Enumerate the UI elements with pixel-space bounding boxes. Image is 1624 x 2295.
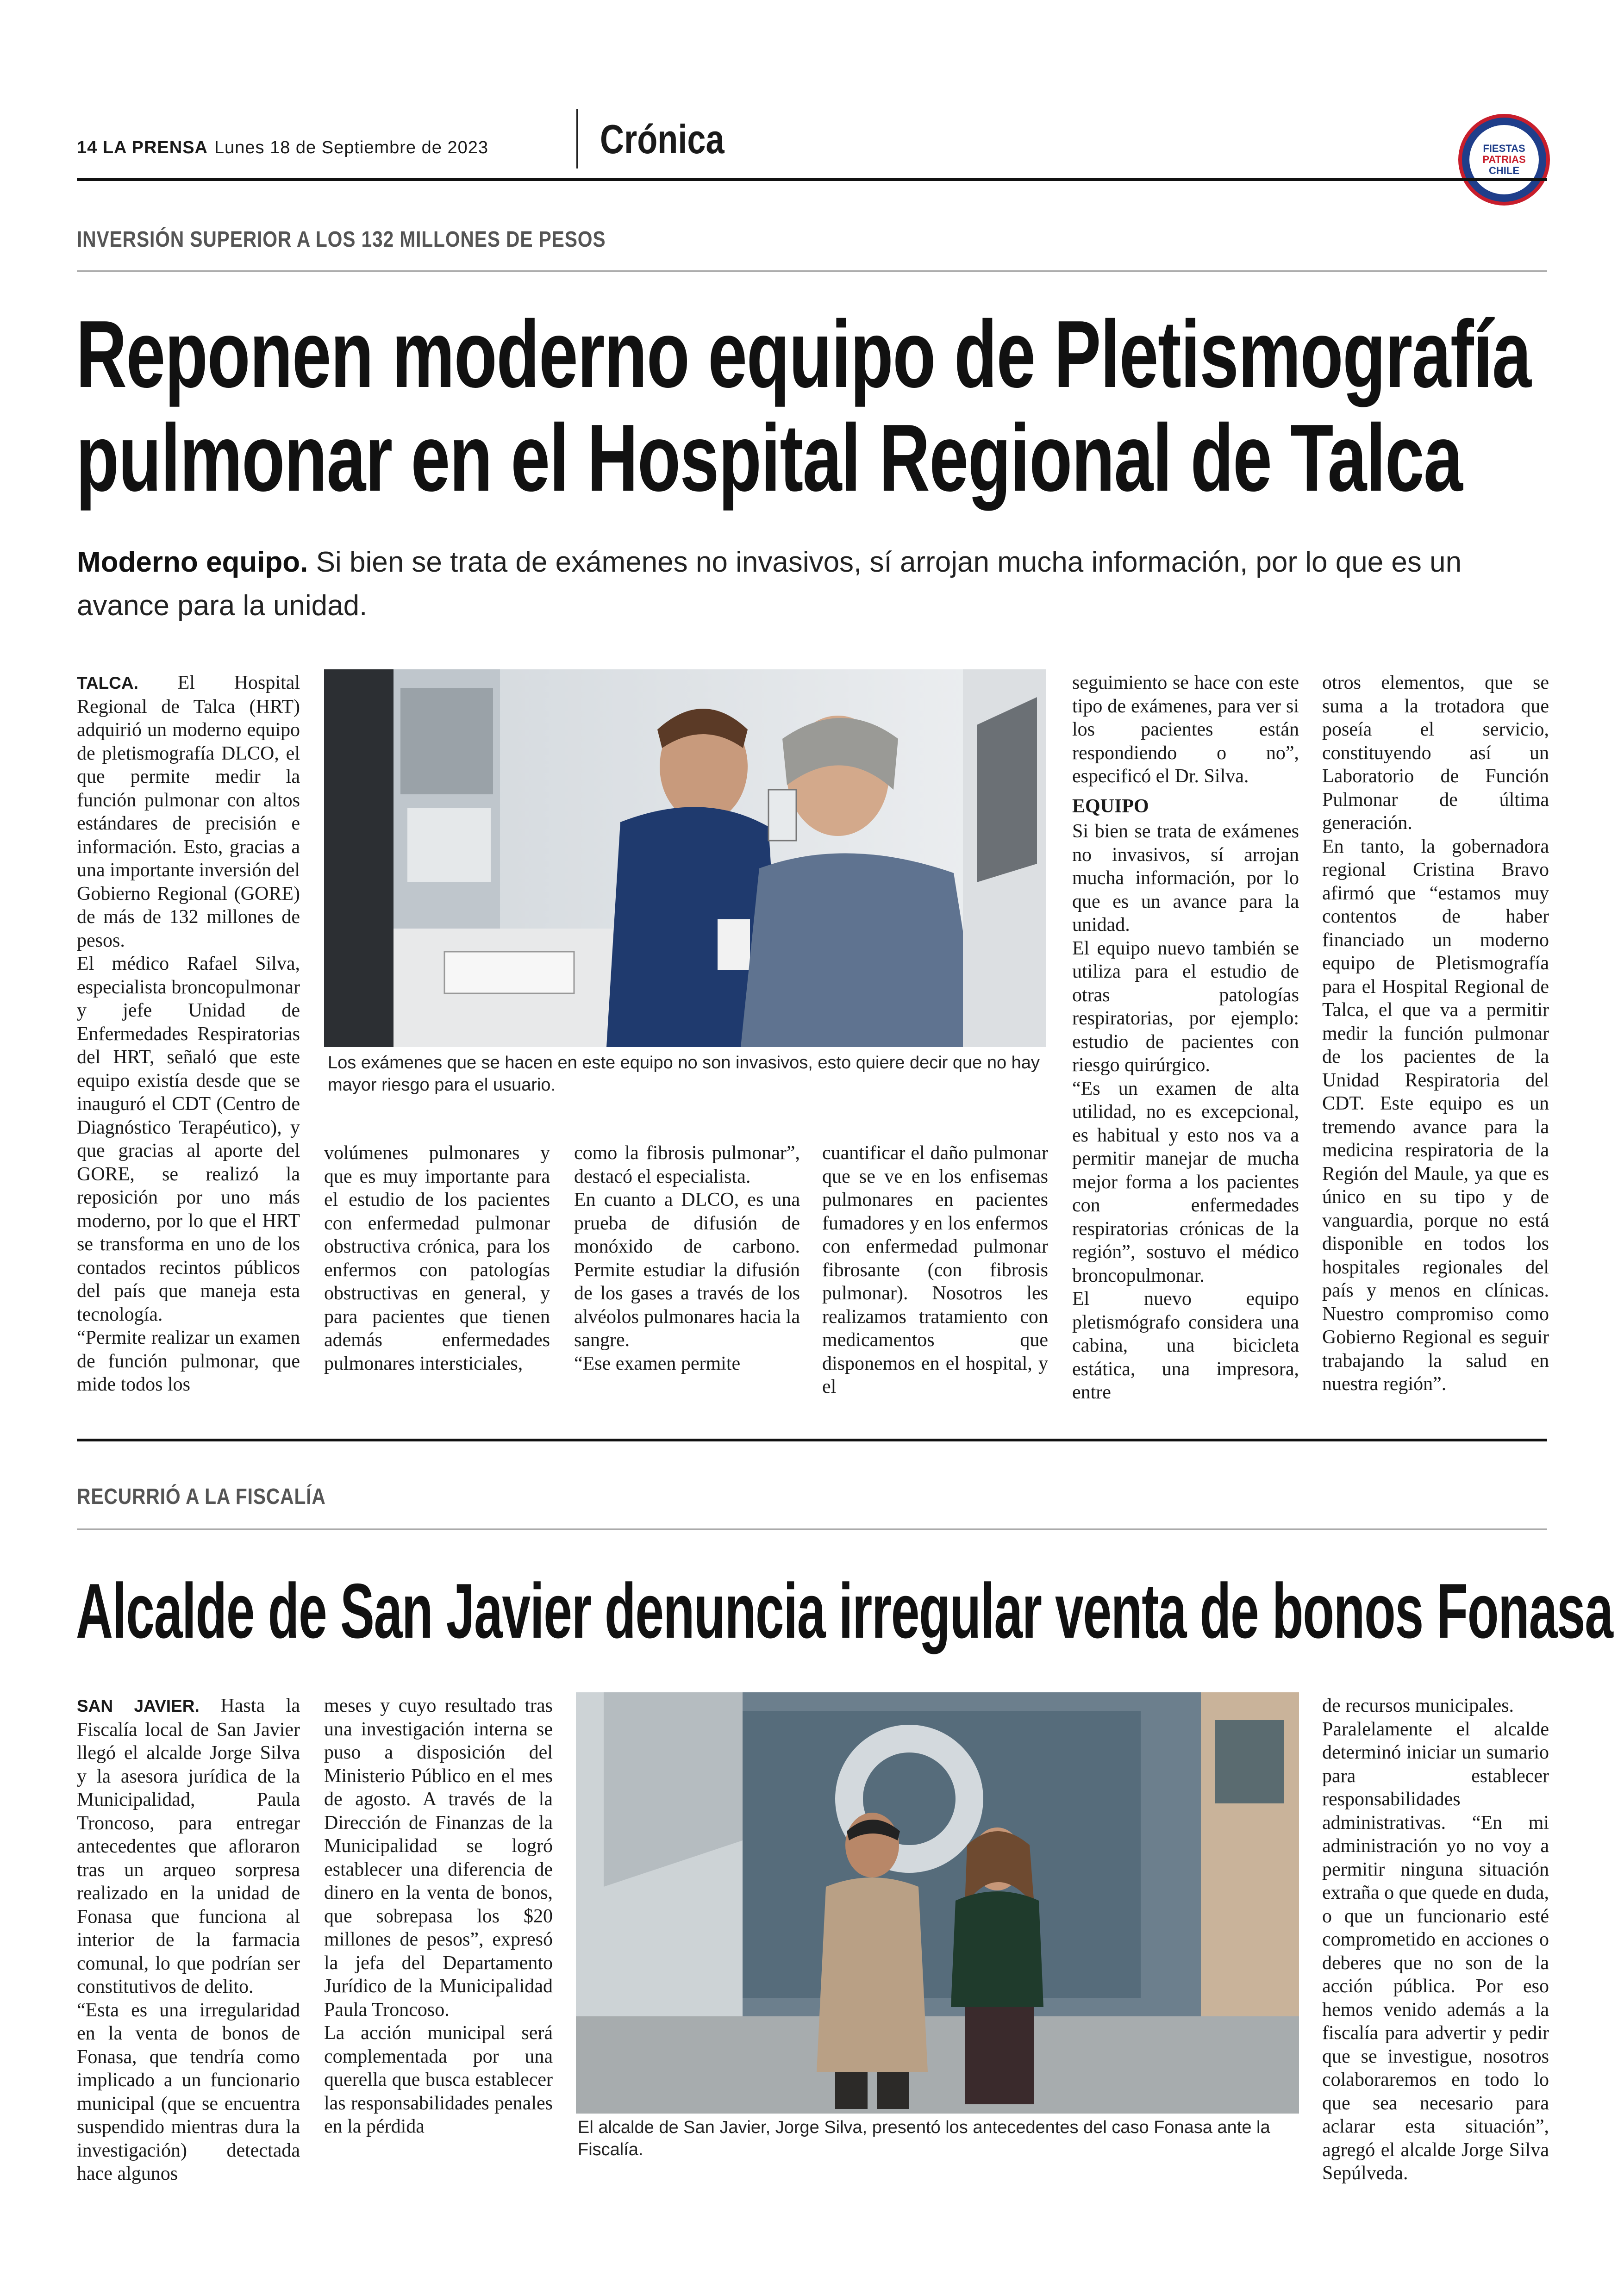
col4-p1: cuantificar el daño pulmonar que se ve en los enfisemas pulmonares en pacientes fumadores y en los enfermos con enfermedad pulmonar fibrosante (con fibrosis pulmonar). Nosotros les realizamos tratamiento con medicamentos que disponemos en el hospital, y el [822, 1142, 1048, 1397]
article1-kicker: INVERSIÓN SUPERIOR A LOS 132 MILLONES DE PESOS [77, 227, 606, 252]
a2-col1-p2: “Esta es una irregularidad en la venta de bonos de Fonasa, que tendría como implicado a un funcionario municipal (que se encuentra suspendido mientras dura la investigación) detectada hace algunos [77, 1999, 300, 2184]
article1-column-2 [324, 1141, 550, 1375]
hospital-exam-photo-icon [324, 669, 1046, 1047]
article1-column-5 [1072, 671, 1299, 1404]
header-separator [576, 109, 578, 168]
article2-column-2 [324, 1694, 553, 2139]
article2-photo [576, 1692, 1299, 2114]
article2-headline: Alcalde de San Javier denuncia irregular venta de bonos Fonasa [76, 1567, 1613, 1654]
col5-p4: “Es un examen de alta utilidad, no es excepcional, es habitual y esto nos va a permitir manejar de mucha mejor forma a los pacientes con enfermedades respiratorias crónicas de la región”, sostuvo el médico broncopulmonar. [1072, 1078, 1299, 1286]
dateline: TALCA. [77, 674, 138, 692]
article1-photo-caption: Los exámenes que se hacen en este equipo no son invasivos, esto quiere decir que no hay mayor riesgo para el usuario. [328, 1053, 1040, 1095]
article2-column-3 [1322, 1694, 1549, 2185]
col3-p1: como la fibrosis pulmonar”, destacó el especialista. [574, 1142, 800, 1187]
mayor-fiscalia-photo-icon [576, 1692, 1299, 2114]
article2-kicker: RECURRIÓ A LA FISCALÍA [77, 1484, 326, 1509]
col1-p2: El médico Rafael Silva, especialista broncopulmonar y jefe Unidad de Enfermedades Respiratorias del HRT, señaló que este equipo existía desde que se inauguró el CDT (Centro de Diagnóstico Terapéutico), y que gracias al aporte del GORE, se realizó la reposición por uno más moderno, por lo que el HRT se transforma en uno de los contados recintos públicos del país que maneja esta tecnología. [77, 953, 300, 1325]
col6-p2: En tanto, la gobernadora regional Cristina Bravo afirmó que “estamos muy contentos de haber financiado un moderno equipo de Pletismografía para el Hospital Regional de Talca, el que va a permitir medir la función pulmonar de los pacientes de la Unidad Respiratoria del CDT. Este equipo es un tremendo avance para la medicina respiratoria de la Región del Maule, ya que es único en su tipo y de vanguardia, porque no está disponible en todos los hospitales regionales del país y menos en clínicas. Nuestro compromiso como Gobierno Regional es seguir trabajando la salud en nuestra región”. [1322, 836, 1549, 1395]
article-divider [77, 1439, 1547, 1441]
lead-bold: Moderno equipo. [77, 546, 308, 578]
col3-p2: En cuanto a DLCO, es una prueba de difusión de monóxido de carbono. Permite estudiar la difusión de los gases a través de los alvéolos pulmonares hacia la sangre. [574, 1189, 800, 1351]
article1-column-1 [77, 671, 300, 1397]
header-rule [77, 178, 1547, 181]
col3-p3: “Ese examen permite [574, 1353, 741, 1374]
badge-line-2: PATRIAS [1482, 154, 1526, 165]
article1-headline-line2: pulmonar en el Hospital Regional de Talca [76, 405, 1462, 511]
article1-kicker-rule [77, 270, 1547, 272]
a2-col2-p2: La acción municipal será complementada por una querella que busca establecer las responsabilidades penales en la pérdida [324, 2022, 553, 2137]
article1-column-4 [822, 1141, 1048, 1399]
a2-col3-p1: de recursos municipales. [1322, 1695, 1514, 1716]
article2-kicker-rule [77, 1528, 1547, 1530]
fiestas-patrias-badge-icon [1458, 114, 1550, 206]
dateline2: SAN JAVIER. [77, 1696, 200, 1715]
badge-line-1: FIESTAS [1483, 143, 1525, 154]
lead-text: Si bien se trata de exámenes no invasivos, sí arrojan mucha información, por lo que es un avance para la unidad. [77, 546, 1462, 622]
col5-subhead: EQUIPO [1072, 795, 1149, 817]
col5-p3: El equipo nuevo también se utiliza para el estudio de otras patologías respiratorias, por ejemplo: estudio de pacientes con riesgo quirúrgico. [1072, 937, 1299, 1076]
paper-name: 14 LA PRENSA [77, 138, 208, 157]
article1-photo [324, 669, 1046, 1047]
col5-p5: El nuevo equipo pletismógrafo considera una cabina, una bicicleta estática, una impresora, entre [1072, 1288, 1299, 1403]
col2-p1: volúmenes pulmonares y que es muy importante para el estudio de los pacientes con enfermedad pulmonar obstructiva crónica, para los enfermos con patologías obstructivas en general, y para pacientes que tienen además enfermedades pulmonares intersticiales, [324, 1142, 550, 1374]
issue-date: Lunes 18 de Septiembre de 2023 [214, 138, 488, 157]
col6-p1: otros elementos, que se suma a la trotadora que poseía el servicio, constituyendo así un Laboratorio de Función Pulmonar de última generación. [1322, 672, 1549, 834]
section-title: Crónica [600, 116, 725, 162]
col5-p1: seguimiento se hace con este tipo de exámenes, para ver si los pacientes están respondiendo o no”, especificó el Dr. Silva. [1072, 672, 1299, 787]
article1-column-3 [574, 1141, 800, 1375]
article2-column-1 [77, 1694, 300, 2186]
article2-photo-caption: El alcalde de San Javier, Jorge Silva, presentó los antecedentes del caso Fonasa ante la Fiscalía. [578, 2118, 1270, 2159]
col5-p2: Si bien se trata de exámenes no invasivos, sí arrojan mucha información, por lo que es un avance para la unidad. [1072, 821, 1299, 935]
article1-lead [77, 541, 1549, 628]
col1-p3: “Permite realizar un examen de función pulmonar, que mide todos los [77, 1327, 300, 1395]
article1-column-6 [1322, 671, 1549, 1396]
a2-col3-p2: Paralelamente el alcalde determinó iniciar un sumario para establecer responsabilidades administrativas. “En mi administración yo no voy a permitir ninguna situación extraña o que quede en duda, o que un funcionario esté comprometido en acciones o deberes que no son de la acción pública. Por eso hemos venido además a la fiscalía para advertir y pedir que se investigue, nosotros colaboraremos en todo lo que sea necesario para aclarar esta situación”, agregó el alcalde Jorge Silva Sepúlveda. [1322, 1718, 1549, 2184]
a2-col2-p1: meses y cuyo resultado tras una investigación interna se puso a disposición del Ministerio Público en el mes de agosto. A través de la Dirección de Finanzas de la Municipalidad se logró establecer una diferencia de dinero en la venta de bonos, que sobrepasa los $20 millones de pesos”, expresó la jefa del Departamento Jurídico de la Municipalidad Paula Troncoso. [324, 1695, 553, 2021]
article1-headline-line1: Reponen moderno equipo de Pletismografía [76, 301, 1531, 407]
col1-p1: El Hospital Regional de Talca (HRT) adquirió un moderno equipo de pletismografía DLCO, el que permite medir la función pulmonar con altos estándares de precisión e información. Esto, gracias a una importante inversión del Gobierno Regional (GORE) de más de 132 millones de pesos. [77, 672, 300, 951]
a2-col1-p1: Hasta la Fiscalía local de San Javier llegó el alcalde Jorge Silva y la asesora jurídica de la Municipalidad, Paula Troncoso, para entregar antecedentes que afloraron tras un arqueo sorpresa realizado en la unidad de Fonasa que funciona al interior de la farmacia comunal, lo que podrían ser constitutivos de delito. [77, 1695, 300, 1997]
badge-line-3: CHILE [1489, 165, 1519, 176]
page-folio [77, 138, 488, 158]
